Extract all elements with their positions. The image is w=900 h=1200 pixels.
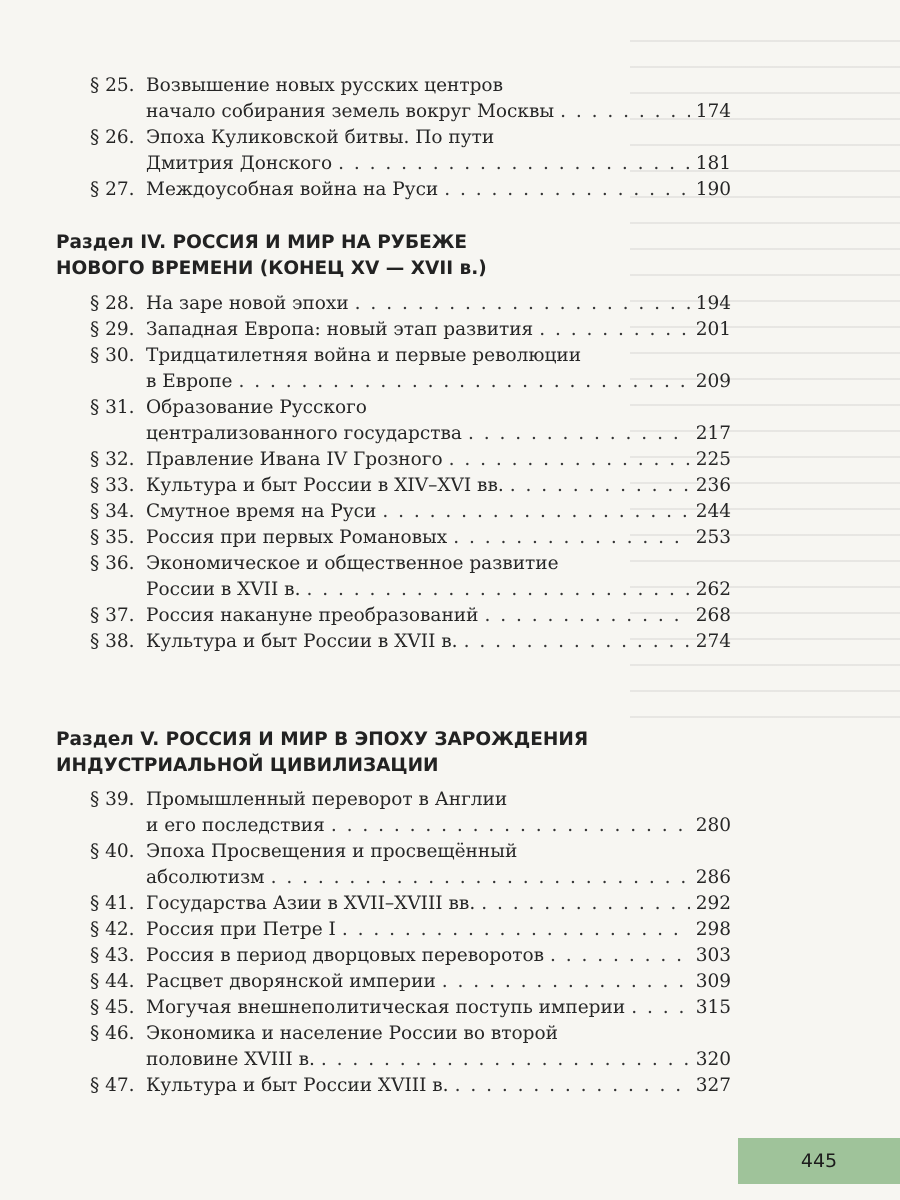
toc-entry-title: и его последствия: [146, 815, 325, 836]
toc-entry-line: [90, 447, 731, 473]
toc-entry-number: § 42.: [90, 919, 135, 940]
toc-entry[interactable]: [90, 525, 731, 551]
toc-entry-title: Экономика и население России во второй: [146, 1023, 558, 1044]
page-number: 445: [800, 1150, 838, 1172]
toc-entry-page: 217: [695, 423, 731, 444]
toc-entry-line: [90, 73, 731, 99]
toc-entry-line: [90, 577, 731, 603]
toc-entry-line: [90, 787, 731, 813]
toc-entry-page: 174: [695, 101, 731, 122]
toc-entry[interactable]: [90, 891, 731, 917]
toc-entry[interactable]: [90, 125, 731, 177]
toc-entry-number: § 46.: [90, 1023, 135, 1044]
toc-entry-page: 315: [695, 997, 731, 1018]
toc-entry-line: [90, 603, 731, 629]
toc-entry-page: 292: [695, 893, 731, 914]
toc-entry-number: § 33.: [90, 475, 135, 496]
toc-entry-line: [90, 369, 731, 395]
toc-entry-line: [90, 629, 731, 655]
toc-entry-title: России в XVII в.: [146, 579, 301, 600]
dot-leader: [484, 603, 689, 629]
toc-entry-line: [90, 839, 731, 865]
toc-entry[interactable]: [90, 343, 731, 395]
toc-entry-title: в Европе: [146, 371, 233, 392]
toc-entry-number: § 37.: [90, 605, 135, 626]
section-heading-line: НОВОГО ВРЕМЕНИ (КОНЕЦ XV — XVII в.): [56, 258, 487, 279]
toc-entry-page: 209: [695, 371, 731, 392]
dot-leader: [321, 1047, 690, 1073]
toc-entry-number: § 36.: [90, 553, 135, 574]
dot-leader: [442, 969, 690, 995]
toc-entry[interactable]: [90, 1021, 731, 1073]
toc-entry-number: § 38.: [90, 631, 135, 652]
toc-entry-line: [90, 813, 731, 839]
toc-entry-title: половине XVIII в.: [146, 1049, 315, 1070]
dot-leader: [510, 473, 690, 499]
toc-entry-number: § 47.: [90, 1075, 135, 1096]
toc-entry[interactable]: [90, 629, 731, 655]
toc-entry[interactable]: [90, 317, 731, 343]
toc-entry-line: [90, 525, 731, 551]
toc-entry-number: § 45.: [90, 997, 135, 1018]
toc-entry-page: 262: [695, 579, 731, 600]
dot-leader: [631, 995, 690, 1021]
toc-entry[interactable]: [90, 969, 731, 995]
toc-entry-line: [90, 917, 731, 943]
toc-entry-line: [90, 891, 731, 917]
section-heading-5: [56, 727, 716, 779]
toc-entry-line: [90, 499, 731, 525]
toc-entry-page: 181: [695, 153, 731, 174]
toc-entry-number: § 41.: [90, 893, 135, 914]
toc-entry[interactable]: [90, 995, 731, 1021]
toc-entry-title: Расцвет дворянской империи: [146, 971, 436, 992]
toc-entry-line: [90, 317, 731, 343]
toc-entry-line: [90, 343, 731, 369]
toc-entry-line: [90, 421, 731, 447]
toc-entry-number: § 28.: [90, 293, 135, 314]
toc-entry-line: [90, 125, 731, 151]
toc-entry-title: централизованного государства: [146, 423, 462, 444]
dot-leader: [342, 917, 690, 943]
toc-entry-line: [90, 1073, 731, 1099]
toc-entry-title: Культура и быт России XVIII в.: [146, 1075, 449, 1096]
toc-entry-title: Образование Русского: [146, 397, 367, 418]
dot-leader: [306, 577, 689, 603]
dot-leader: [468, 421, 690, 447]
dot-leader: [338, 151, 690, 177]
toc-entry[interactable]: [90, 603, 731, 629]
toc-entry-page: 298: [695, 919, 731, 940]
toc-entry-number: § 40.: [90, 841, 135, 862]
toc-entry-number: § 39.: [90, 789, 135, 810]
dot-leader: [560, 99, 690, 125]
toc-entry-number: § 35.: [90, 527, 135, 548]
toc-entry-page: 280: [695, 815, 731, 836]
toc-entry-title: Могучая внешнеполитическая поступь империи: [146, 997, 626, 1018]
section-heading-4: [56, 230, 716, 282]
toc-entry-page: 253: [695, 527, 731, 548]
toc-entry-page: 286: [695, 867, 731, 888]
toc-entry-line: [90, 1021, 731, 1047]
toc-entry-page: 303: [695, 945, 731, 966]
toc-entry-number: § 30.: [90, 345, 135, 366]
toc-entry-title: Междоусобная война на Руси: [146, 179, 439, 200]
toc-entry-line: [90, 551, 731, 577]
toc-entry-line: [90, 943, 731, 969]
toc-entry[interactable]: [90, 473, 731, 499]
toc-entry-title: начало собирания земель вокруг Москвы: [146, 101, 555, 122]
dot-leader: [271, 865, 690, 891]
toc-entry[interactable]: [90, 551, 731, 603]
dot-leader: [453, 525, 689, 551]
toc-entry[interactable]: [90, 943, 731, 969]
page-number-tab: [738, 1138, 900, 1184]
toc-entry-title: Правление Ивана IV Грозного: [146, 449, 443, 470]
dot-leader: [449, 447, 690, 473]
toc-entry-page: 320: [695, 1049, 731, 1070]
toc-entry-title: Государства Азии в XVII–XVIII вв.: [146, 893, 476, 914]
toc-entry-page: 327: [695, 1075, 731, 1096]
toc-entry-title: Эпоха Куликовской битвы. По пути: [146, 127, 495, 148]
toc-entry-line: [90, 395, 731, 421]
toc-entry-title: На заре новой эпохи: [146, 293, 349, 314]
toc-entry[interactable]: [90, 291, 731, 317]
dot-leader: [444, 177, 689, 203]
toc-entry[interactable]: [90, 499, 731, 525]
toc-entry-page: 274: [695, 631, 731, 652]
toc-entry-line: [90, 473, 731, 499]
toc-entry-page: 236: [695, 475, 731, 496]
toc-entry-title: Культура и быт России в XVII в.: [146, 631, 458, 652]
dot-leader: [382, 499, 689, 525]
section-heading-line: Раздел V. РОССИЯ И МИР В ЭПОХУ ЗАРОЖДЕНИЯ: [56, 729, 589, 750]
toc-entry-number: § 43.: [90, 945, 135, 966]
toc-entry-number: § 32.: [90, 449, 135, 470]
toc-entry-title: Смутное время на Руси: [146, 501, 377, 522]
toc-entry-title: Возвышение новых русских центров: [146, 75, 503, 96]
toc-entry[interactable]: [90, 395, 731, 447]
toc-entry-page: 190: [695, 179, 731, 200]
toc-entry-page: 201: [695, 319, 731, 340]
toc-entry-page: 309: [695, 971, 731, 992]
toc-entry-number: § 27.: [90, 179, 135, 200]
toc-entry-number: § 26.: [90, 127, 135, 148]
toc-entry-title: Тридцатилетняя война и первые революции: [146, 345, 582, 366]
dot-leader: [238, 369, 689, 395]
toc-entry-title: Россия при Петре I: [146, 919, 336, 940]
toc-entry-title: Культура и быт России в XIV–XVI вв.: [146, 475, 504, 496]
dot-leader: [331, 813, 690, 839]
toc-entry-title: Западная Европа: новый этап развития: [146, 319, 534, 340]
toc-entry[interactable]: [90, 787, 731, 839]
toc-entry-page: 194: [695, 293, 731, 314]
toc-entry[interactable]: [90, 447, 731, 473]
dot-leader: [355, 291, 690, 317]
toc-entry-line: [90, 151, 731, 177]
toc-entry-title: Россия накануне преобразований: [146, 605, 479, 626]
toc-entry-page: 268: [695, 605, 731, 626]
toc-entry-line: [90, 177, 731, 203]
toc-entry-title: Дмитрия Донского: [146, 153, 333, 174]
toc-entry[interactable]: [90, 1073, 731, 1099]
toc-entry-line: [90, 1047, 731, 1073]
toc-entry-title: абсолютизм: [146, 867, 265, 888]
toc-entry[interactable]: [90, 917, 731, 943]
toc-entry-line: [90, 865, 731, 891]
toc-entry[interactable]: [90, 839, 731, 891]
dot-leader: [550, 943, 690, 969]
toc-entry-title: Россия в период дворцовых переворотов: [146, 945, 545, 966]
toc-entry[interactable]: [90, 73, 731, 125]
toc-entry-line: [90, 969, 731, 995]
dot-leader: [464, 629, 690, 655]
toc-entry-title: Экономическое и общественное развитие: [146, 553, 559, 574]
toc-entry-title: Эпоха Просвещения и просвещённый: [146, 841, 518, 862]
dot-leader: [539, 317, 689, 343]
toc-entry-number: § 29.: [90, 319, 135, 340]
toc-entry-page: 225: [695, 449, 731, 470]
toc-entry-number: § 31.: [90, 397, 135, 418]
toc-entry-line: [90, 995, 731, 1021]
section-heading-line: ИНДУСТРИАЛЬНОЙ ЦИВИЛИЗАЦИИ: [56, 755, 439, 776]
toc-entry-line: [90, 291, 731, 317]
section-heading-line: Раздел IV. РОССИЯ И МИР НА РУБЕЖЕ: [56, 232, 468, 253]
toc-entry-page: 244: [695, 501, 731, 522]
dot-leader: [481, 891, 689, 917]
toc-entry-number: § 25.: [90, 75, 135, 96]
toc-entry-number: § 44.: [90, 971, 135, 992]
toc-entry-line: [90, 99, 731, 125]
toc-entry-title: Промышленный переворот в Англии: [146, 789, 508, 810]
toc-entry[interactable]: [90, 177, 731, 203]
dot-leader: [455, 1073, 690, 1099]
toc-entry-title: Россия при первых Романовых: [146, 527, 448, 548]
toc-entry-number: § 34.: [90, 501, 135, 522]
